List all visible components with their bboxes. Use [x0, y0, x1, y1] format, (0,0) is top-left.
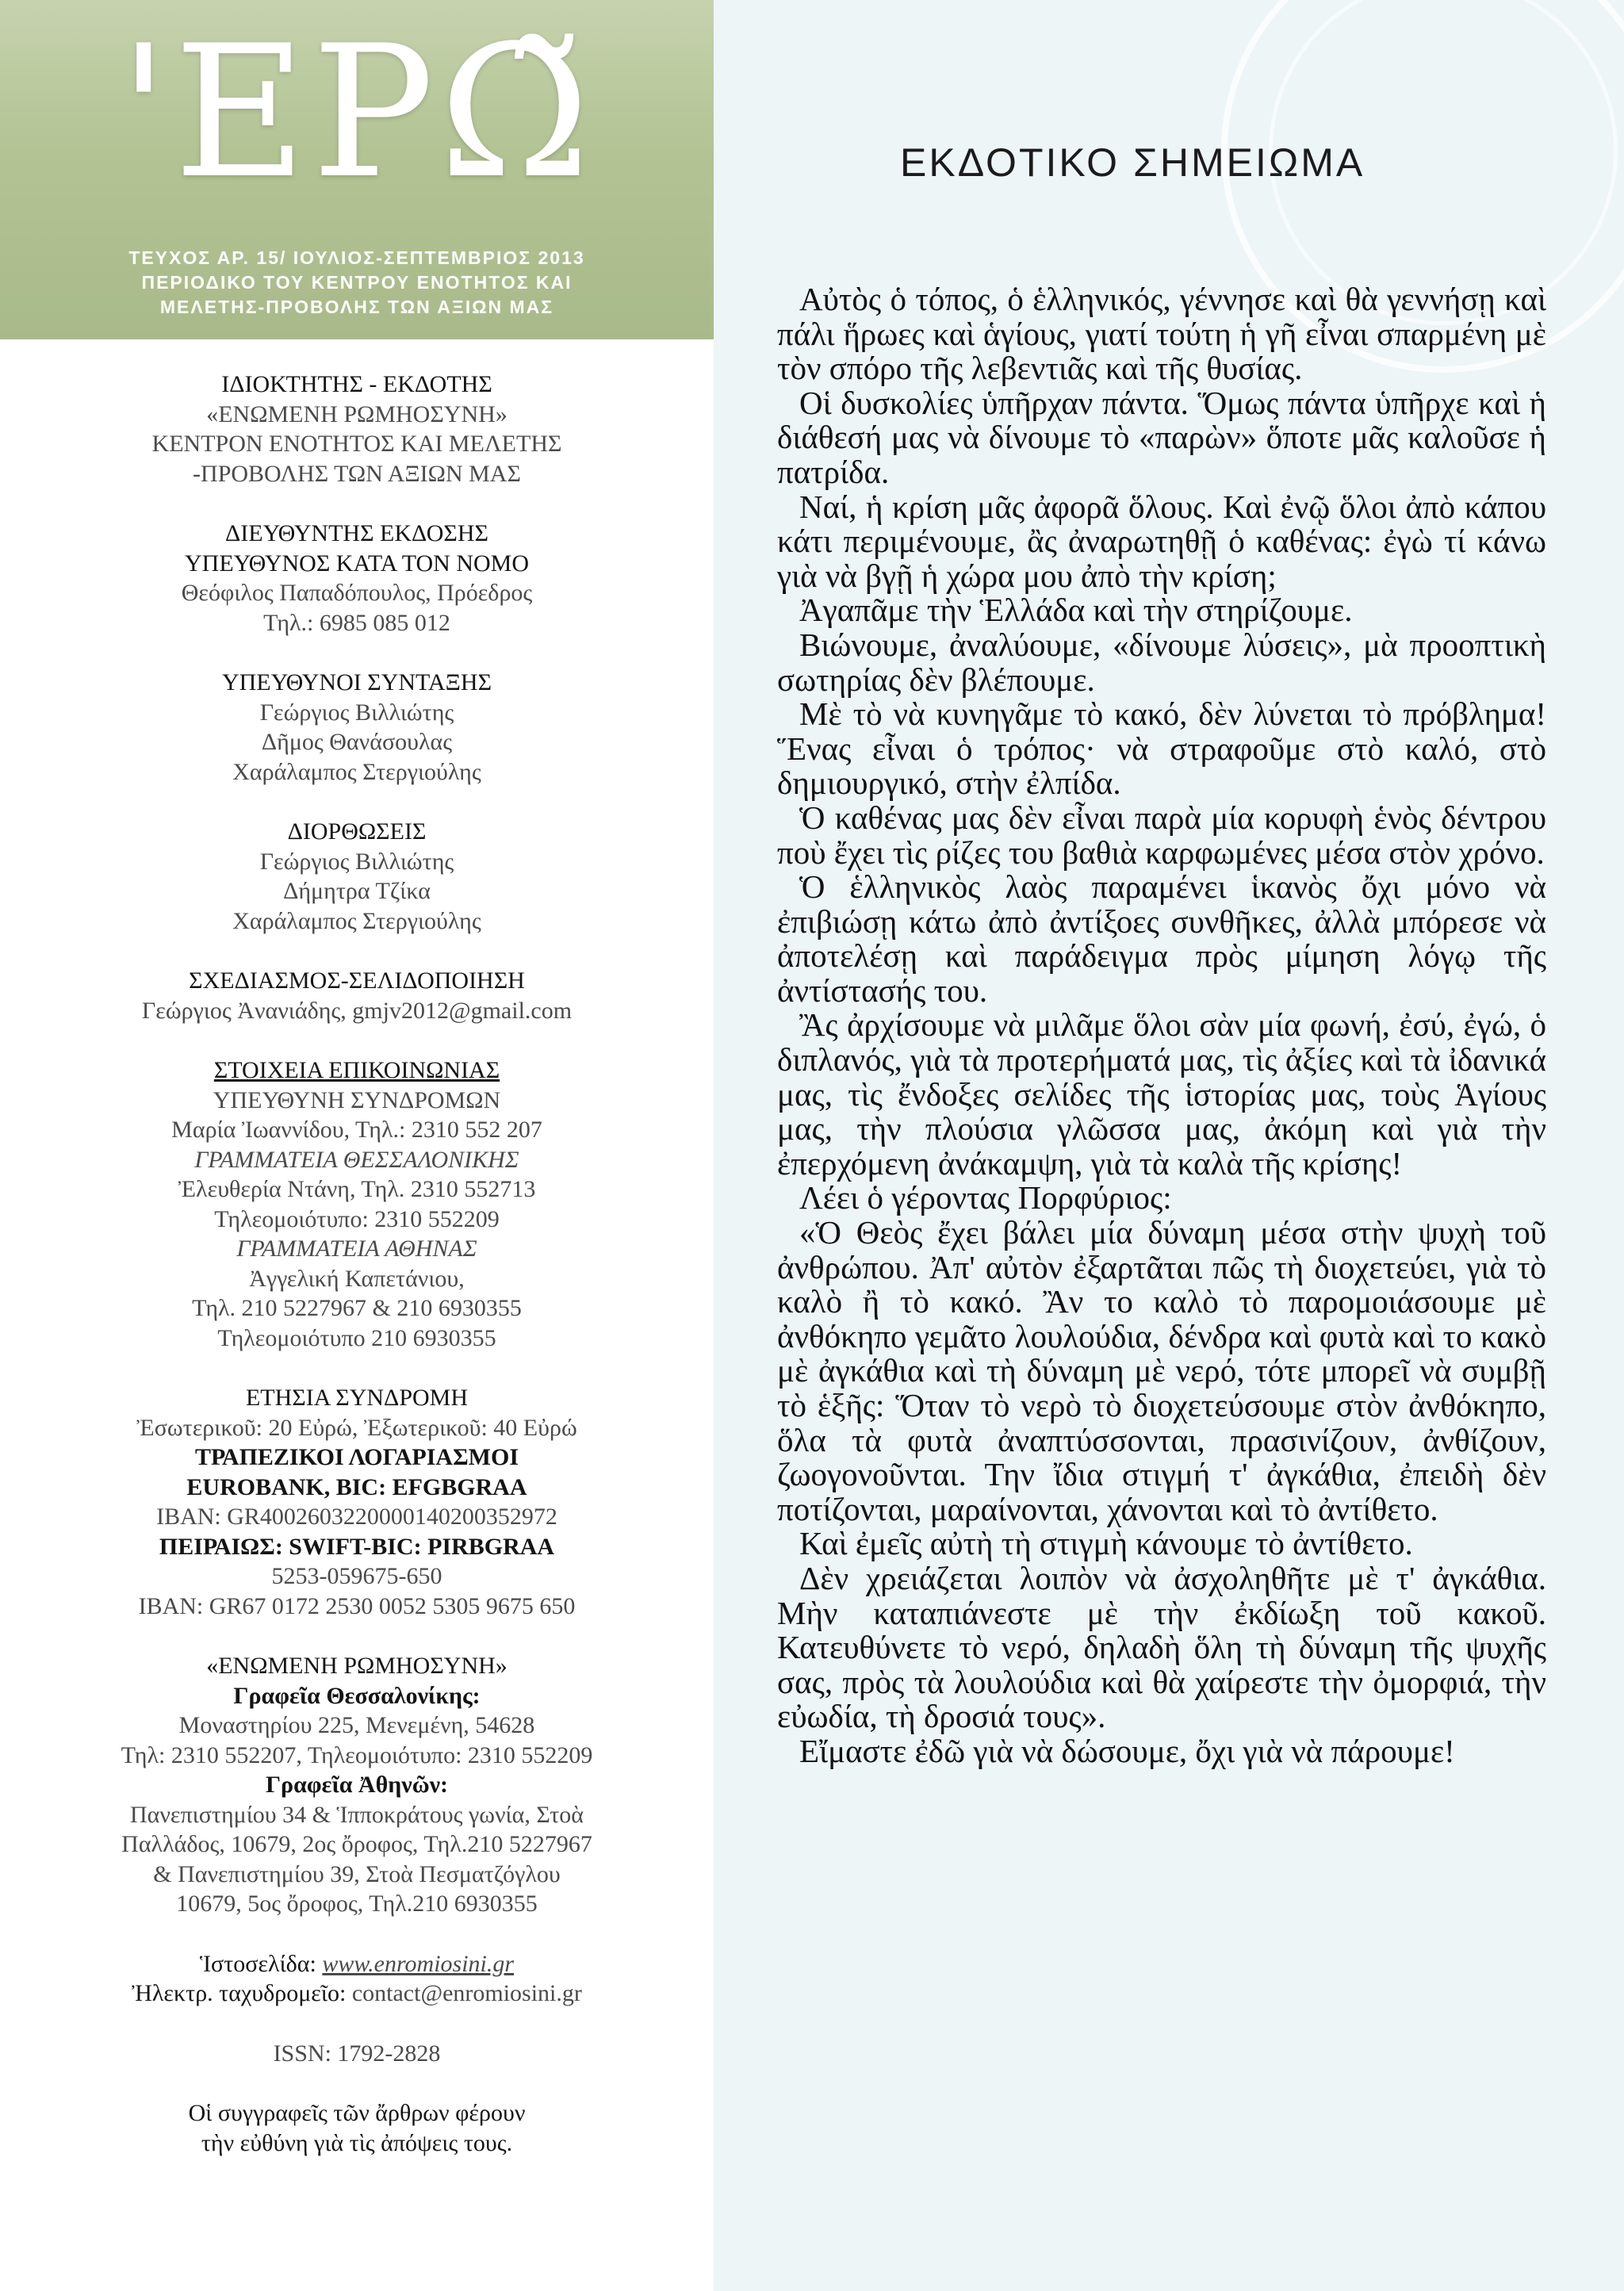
imprint — [0, 370, 714, 2158]
contact-line: ΓΡΑΜΜΑΤΕΙΑ ΘΕΣΣΑΛΟΝΙΚΗΣ — [194, 1146, 519, 1173]
design-line: Γεώργιος Ἀνανιάδης, gmjv2012@gmail.com — [141, 997, 573, 1024]
office-line: 10679, 5ος ὄροφος, Τηλ.210 6930355 — [176, 1891, 538, 1917]
editor-name: Γεώργιος Βιλλιώτης — [259, 699, 454, 726]
office-line: Παλλάδος, 10679, 2ος ὄροφος, Τηλ.210 5227967 — [121, 1831, 592, 1857]
periodical-line: ΠΕΡΙΟΔΙΚΟ ΤΟΥ ΚΕΝΤΡΟΥ ΕΝΟΤΗΤΟΣ ΚΑΙ — [141, 272, 573, 293]
email-row — [0, 1979, 714, 2009]
website-label: Ἱστοσελίδα: — [199, 1950, 316, 1977]
director-line: Θεόφιλος Παπαδόπουλος, Πρόεδρος — [181, 580, 533, 606]
contact-line: Τηλ. 210 5227967 & 210 6930355 — [192, 1295, 522, 1321]
bank-heading: EUROBANK, BIC: EFGBGRAA — [186, 1473, 527, 1500]
offices-heading: «ΕΝΩΜΕΝΗ ΡΩΜΗΟΣΥΝΗ» — [206, 1653, 508, 1679]
editor-name: Χαράλαμπος Στεργιούλης — [232, 758, 481, 785]
website-row — [0, 1949, 714, 1979]
director-line: Τηλ.: 6985 085 012 — [263, 609, 450, 636]
editorial-body — [777, 282, 1546, 1769]
office-line: & Πανεπιστημίου 39, Στοὰ Πεσματζόγλου — [153, 1860, 561, 1887]
editorial-paragraph: Δὲν χρειάζεται λοιπὸν νὰ ἀσχοληθῆτε μὲ τ' ἀγκάθια. Μὴν καταπιάνεστε μὲ τὴν ἐκδίωξη τοῦ κακοῦ. Κατευθύνετε τὸ νερό, δηλαδὴ ὅλη τὴ δύναμη τῆς ψυχῆς σας, πρὸς τὰ λουλούδια καὶ θὰ χαίρεστε τὴν ὀμορφιά, τὴν εὐωδία, τὴ δροσιά τους». — [777, 1559, 1546, 1735]
contact-line: Μαρία Ἰωαννίδου, Τηλ.: 2310 552 207 — [171, 1117, 542, 1143]
editorial-paragraph: Ἀγαπᾶμε τὴν Ἑλλάδα καὶ τὴν στηρίζουμε. — [799, 592, 1353, 629]
proofreader-name: Χαράλαμπος Στεργιούλης — [232, 907, 481, 934]
office-line: Πανεπιστημίου 34 & Ἱπποκράτους γωνία, Στοὰ — [129, 1801, 584, 1828]
owner-line: «ΕΝΩΜΕΝΗ ΡΩΜΗΟΣΥΝΗ» — [206, 400, 508, 427]
office-line: Τηλ: 2310 552207, Τηλεομοιότυπο: 2310 552209 — [121, 1741, 593, 1768]
editorial-paragraph: Βιώνουμε, ἀναλύουμε, «δίνουμε λύσεις», μὰ προοπτικὴ σωτηρίας δὲν βλέπουμε. — [777, 626, 1546, 698]
editorial-paragraph: Ὁ καθένας μας δὲν εἶναι παρὰ μία κορυφὴ ἑνὸς δέντρου ποὺ ἔχει τὶς ρίζες του βαθιὰ καρφωμένες μέσα στὸν χρόνο. — [777, 799, 1546, 871]
bank-heading: ΠΕΙΡΑΙΩΣ: SWIFT-BIC: PIRBGRAA — [159, 1533, 555, 1560]
masthead-banner — [0, 0, 714, 339]
editorial-paragraph: Ὁ ἑλληνικὸς λαὸς παραμένει ἱκανὸς ὄχι μόνο νὰ ἐπιβιώσῃ κάτω ἀπὸ ἀντίξοες συνθῆκες, ἀλλὰ μπόρεσε νὰ ἀποτελέσῃ καὶ παράδειγμα πρὸς μίμηση λόγῳ τῆς ἀντίστασής του. — [777, 868, 1546, 1009]
issue-info — [0, 246, 714, 320]
contact-line: Τηλεομοιότυπο 210 6930355 — [217, 1324, 496, 1351]
editorial-paragraph: Οἱ δυσκολίες ὑπῆρχαν πάντα. Ὅμως πάντα ὑπῆρχε καὶ ἡ διάθεσή μας νὰ δίνουμε τὸ «παρὼν» ὅποτε μᾶς καλοῦσε ἡ πατρίδα. — [777, 384, 1546, 490]
issue-number: ΤΕΥΧΟΣ ΑΡ. 15/ ΙΟΥΛΙΟΣ-ΣΕΠΤΕΜΒΡΙΟΣ 2013 — [128, 247, 585, 268]
email-address[interactable]: contact@enromiosini.gr — [351, 1980, 582, 2006]
director-heading: ΔΙΕΥΘΥΝΤΗΣ ΕΚΔΟΣΗΣ — [224, 520, 489, 546]
office-line: Μοναστηρίου 225, Μενεμένη, 54628 — [178, 1712, 535, 1738]
bank-heading: ΤΡΑΠΕΖΙΚΟΙ ΛΟΓΑΡΙΑΣΜΟΙ — [194, 1444, 519, 1470]
subscription-line: Ἐσωτερικοῦ: 20 Εὐρώ, Ἐξωτερικοῦ: 40 Εὐρώ — [136, 1414, 577, 1441]
periodical-line: ΜΕΛΕΤΗΣ-ΠΡΟΒΟΛΗΣ ΤΩΝ ΑΞΙΩΝ ΜΑΣ — [159, 297, 554, 317]
proofreading-heading: ΔΙΟΡΘΩΣΕΙΣ — [287, 818, 427, 845]
owner-heading: ΙΔΙΟΚΤΗΤΗΣ - ΕΚΔΟΤΗΣ — [221, 371, 492, 397]
proofreader-name: Γεώργιος Βιλλιώτης — [259, 848, 454, 875]
disclaimer: Οἱ συγγραφεῖς τῶν ἄρθρων φέρουν — [188, 2100, 526, 2126]
editors-heading: ΥΠΕΥΘΥΝΟΙ ΣΥΝΤΑΞΗΣ — [221, 669, 492, 695]
office-heading: Γραφεῖα Ἀθηνῶν: — [265, 1772, 449, 1798]
editorial-column — [714, 0, 1624, 2291]
proofreader-name: Δήμητρα Τζίκα — [283, 878, 431, 904]
issn: ISSN: 1792-2828 — [273, 2040, 441, 2067]
editorial-paragraph: Ναί, ἡ κρίση μᾶς ἀφορᾶ ὅλους. Καὶ ἐνῷ ὅλοι ἀπὸ κάπου κάτι περιμένουμε, ἂς ἀναρωτηθῇ ὁ καθένας: ἐγὼ τί κάνω γιὰ νὰ βγῇ ἡ χώρα μου ἀπὸ τὴν κρίση; — [777, 488, 1546, 594]
contact-heading: ΣΤΟΙΧΕΙΑ ΕΠΙΚΟΙΝΩΝΙΑΣ — [213, 1057, 500, 1083]
editor-name: Δῆμος Θανάσουλας — [261, 729, 453, 755]
contact-line: ΓΡΑΜΜΑΤΕΙΑ ΑΘΗΝΑΣ — [236, 1236, 477, 1262]
contact-line: Ἐλευθερία Ντάνη, Τηλ. 2310 552713 — [178, 1176, 536, 1202]
editorial-paragraph: «Ὁ Θεὸς ἔχει βάλει μία δύναμη μέσα στὴν ψυχὴ τοῦ ἀνθρώπου. Ἀπ' αὐτὸν ἐξαρτᾶται πῶς τὴ διοχετεύει, γιὰ τὸ καλὸ ἢ τὸ κακό. Ἂν το καλὸ τὸ παρομοιάσουμε μὲ ἀνθόκηπο γεμᾶτο λουλούδια, δένδρα καὶ φυτὰ καὶ το κακὸ μὲ ἀγκάθια καὶ τὴ δύναμη μὲ νερό, τότε μπορεῖ νὰ συμβῇ τὸ ἑξῆς: Ὅταν τὸ νερὸ τὸ διοχετεύσουμε στὸν ἀνθόκηπο, ὅλα τὰ φυτὰ ἀναπτύσσονται, πρασινίζουν, ἀνθίζουν, ζωογονοῦνται. Την ἴδια στιγμή τ' ἀγκάθια, ἐπειδὴ δὲν ποτίζονται, μαραίνονται, χάνονται καὶ τὸ ἀντίθετο. — [777, 1214, 1546, 1527]
subscription-heading: ΕΤΗΣΙΑ ΣΥΝΔΡΟΜΗ — [245, 1385, 469, 1411]
editorial-paragraph: Εἴμαστε ἐδῶ γιὰ νὰ δώσουμε, ὄχι γιὰ νὰ πάρουμε! — [799, 1732, 1455, 1769]
owner-line: ΚΕΝΤΡΟΝ ΕΝΟΤΗΤΟΣ ΚΑΙ ΜΕΛΕΤΗΣ — [151, 431, 562, 457]
bank-line: IBAN: GR67 0172 2530 0052 5305 9675 650 — [138, 1592, 576, 1619]
editorial-paragraph: Μὲ τὸ νὰ κυνηγᾶμε τὸ κακό, δὲν λύνεται τὸ πρόβλημα! Ἕνας εἶναι ὁ τρόπος· νὰ στραφοῦμε στὸ καλό, στὸ δημιουργικό, στὴν ἐλπίδα. — [777, 695, 1546, 802]
editorial-title: ΕΚΔΟΤΙΚΟ ΣΗΜΕΙΩΜΑ — [900, 140, 1365, 185]
design-heading: ΣΧΕΔΙΑΣΜΟΣ-ΣΕΛΙΔΟΠΟΙΗΣΗ — [189, 967, 525, 994]
editorial-paragraph: Αὐτὸς ὁ τόπος, ὁ ἑλληνικός, γέννησε καὶ θὰ γεννήσῃ καὶ πάλι ἥρωες καὶ ἁγίους, γιατί τούτη ἡ γῆ εἶναι σπαρμένη μὲ τὸν σπόρο τῆς λεβεντιᾶς καὶ τῆς θυσίας. — [777, 281, 1546, 387]
bank-line: IBAN: GR4002603220000140200352972 — [156, 1504, 557, 1530]
contact-line: ΥΠΕΥΘΥΝΗ ΣΥΝΔΡΟΜΩΝ — [213, 1086, 501, 1113]
website-link[interactable]: www.enromiosini.gr — [322, 1950, 515, 1977]
editorial-paragraph: Λέει ὁ γέροντας Πορφύριος: — [799, 1179, 1172, 1216]
bank-line: 5253-059675-650 — [271, 1563, 442, 1589]
office-heading: Γραφεῖα Θεσσαλονίκης: — [233, 1682, 481, 1709]
email-label: Ἠλεκτρ. ταχυδρομεῖο: — [132, 1980, 347, 2006]
masthead-column — [0, 0, 714, 2291]
disclaimer: τὴν εὐθύνη γιὰ τὶς ἀπόψεις τους. — [201, 2129, 513, 2156]
magazine-logo: 'ΕΡΩ̃ — [118, 7, 596, 219]
director-heading: ΥΠΕΥΘΥΝΟΣ ΚΑΤΑ ΤΟΝ ΝΟΜΟ — [185, 550, 529, 577]
contact-line: Ἀγγελική Καπετάνιου, — [249, 1265, 465, 1292]
editorial-paragraph: Ἂς ἀρχίσουμε νὰ μιλᾶμε ὅλοι σὰν μία φωνή, ἐσύ, ἐγώ, ὁ διπλανός, γιὰ τὰ προτερήματά μας, τὶς ἀξίες καὶ τὰ ἰδανικά μας, τὶς ἔνδοξες σελίδες τῆς ἱστορίας μας, τοὺς Ἁγίους μας, τὴν πλούσια γλῶσσα μας, ἀκόμη καὶ γιὰ τὴν ἐπερχόμενη ἀνάκαμψη, γιὰ τὰ καλὰ τῆς κρίσης! — [777, 1006, 1546, 1182]
editorial-paragraph: Καὶ ἐμεῖς αὐτὴ τὴ στιγμὴ κάνουμε τὸ ἀντίθετο. — [799, 1525, 1413, 1562]
contact-line: Τηλεομοιότυπο: 2310 552209 — [214, 1205, 500, 1232]
owner-line: -ΠΡΟΒΟΛΗΣ ΤΩΝ ΑΞΙΩΝ ΜΑΣ — [193, 460, 521, 487]
